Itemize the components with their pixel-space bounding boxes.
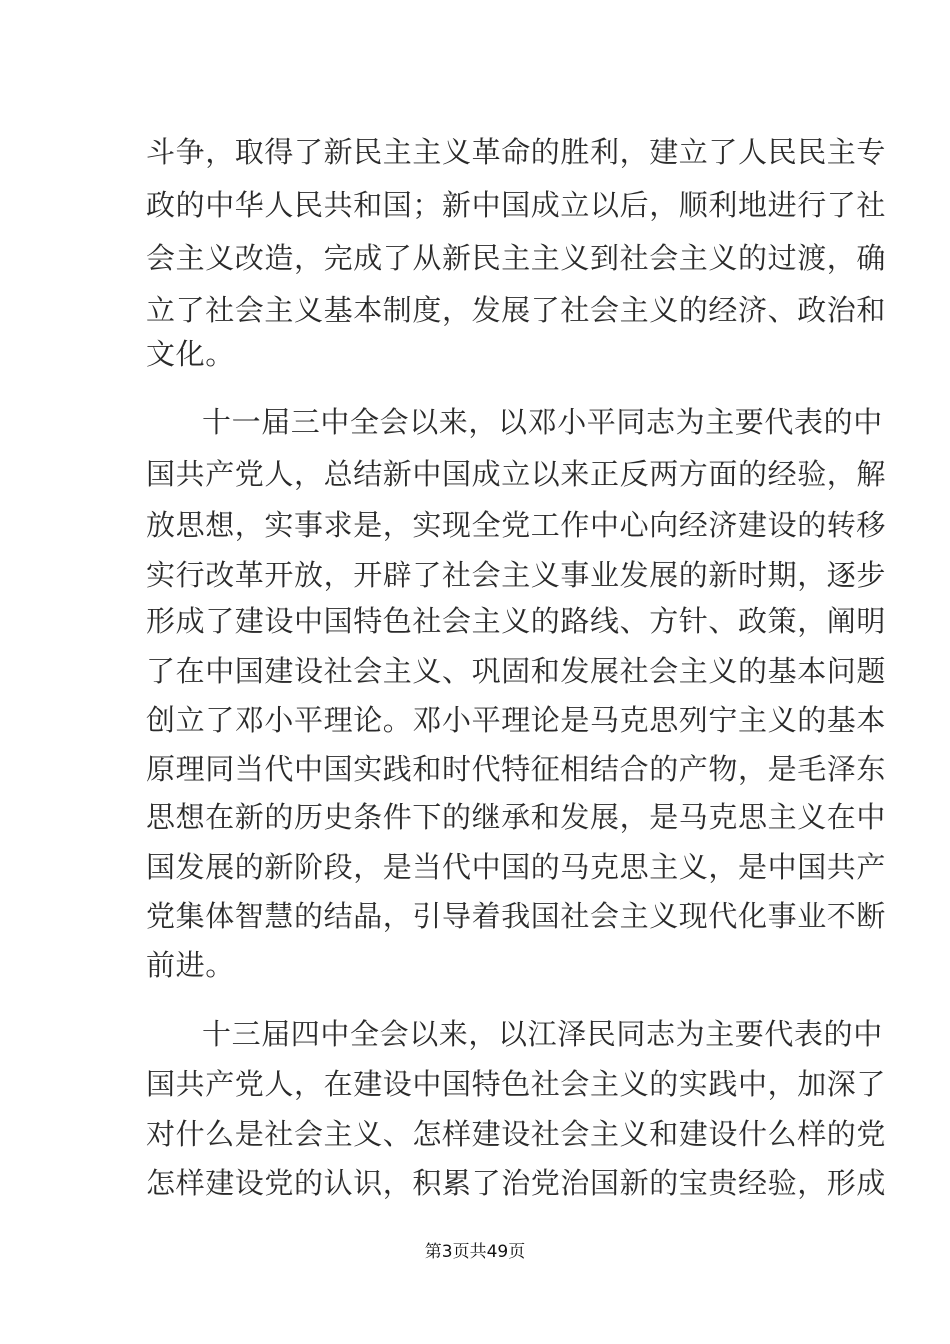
paragraph-1-line-4: 立了社会主义基本制度，发展了社会主义的经济、政治和 (146, 293, 887, 327)
paragraph-2-line-5: 形成了建设中国特色社会主义的路线、方针、政策，阐明 (146, 604, 887, 638)
paragraph-2-line-1: 十一届三中全会以来，以邓小平同志为主要代表的中 (202, 405, 883, 439)
paragraph-2-line-10: 国发展的新阶段，是当代中国的马克思主义，是中国共产 (146, 850, 887, 884)
paragraph-3-line-2: 国共产党人，在建设中国特色社会主义的实践中，加深了 (146, 1067, 887, 1101)
paragraph-3-line-4: 怎样建设党的认识，积累了治党治国新的宝贵经验，形成 (146, 1166, 887, 1200)
paragraph-2-line-3: 放思想，实事求是，实现全党工作中心向经济建设的转移 (146, 508, 887, 542)
paragraph-3-line-1: 十三届四中全会以来，以江泽民同志为主要代表的中 (202, 1017, 883, 1051)
paragraph-2-line-9: 思想在新的历史条件下的继承和发展，是马克思主义在中 (146, 800, 887, 834)
paragraph-2-line-4: 实行改革开放，开辟了社会主义事业发展的新时期，逐步 (146, 558, 887, 592)
paragraph-2-line-6: 了在中国建设社会主义、巩固和发展社会主义的基本问题 (146, 654, 887, 688)
paragraph-2-line-2: 国共产党人，总结新中国成立以来正反两方面的经验，解 (146, 457, 887, 491)
paragraph-3-line-3: 对什么是社会主义、怎样建设社会主义和建设什么样的党 (146, 1117, 887, 1151)
paragraph-1-line-5: 文化。 (146, 337, 235, 371)
page-number: 第3页共49页 (424, 1242, 526, 1262)
paragraph-2-line-7: 创立了邓小平理论。邓小平理论是马克思列宁主义的基本 (146, 703, 887, 737)
paragraph-2-line-8: 原理同当代中国实践和时代特征相结合的产物，是毛泽东 (146, 752, 887, 786)
paragraph-1-line-2: 政的中华人民共和国；新中国成立以后，顺利地进行了社 (146, 188, 887, 222)
paragraph-2-line-11: 党集体智慧的结晶，引导着我国社会主义现代化事业不断 (146, 899, 887, 933)
paragraph-1-line-3: 会主义改造，完成了从新民主主义到社会主义的过渡，确 (146, 241, 887, 275)
paragraph-2-line-12: 前进。 (146, 948, 235, 982)
paragraph-1-line-1: 斗争，取得了新民主主义革命的胜利，建立了人民民主专 (146, 135, 887, 169)
